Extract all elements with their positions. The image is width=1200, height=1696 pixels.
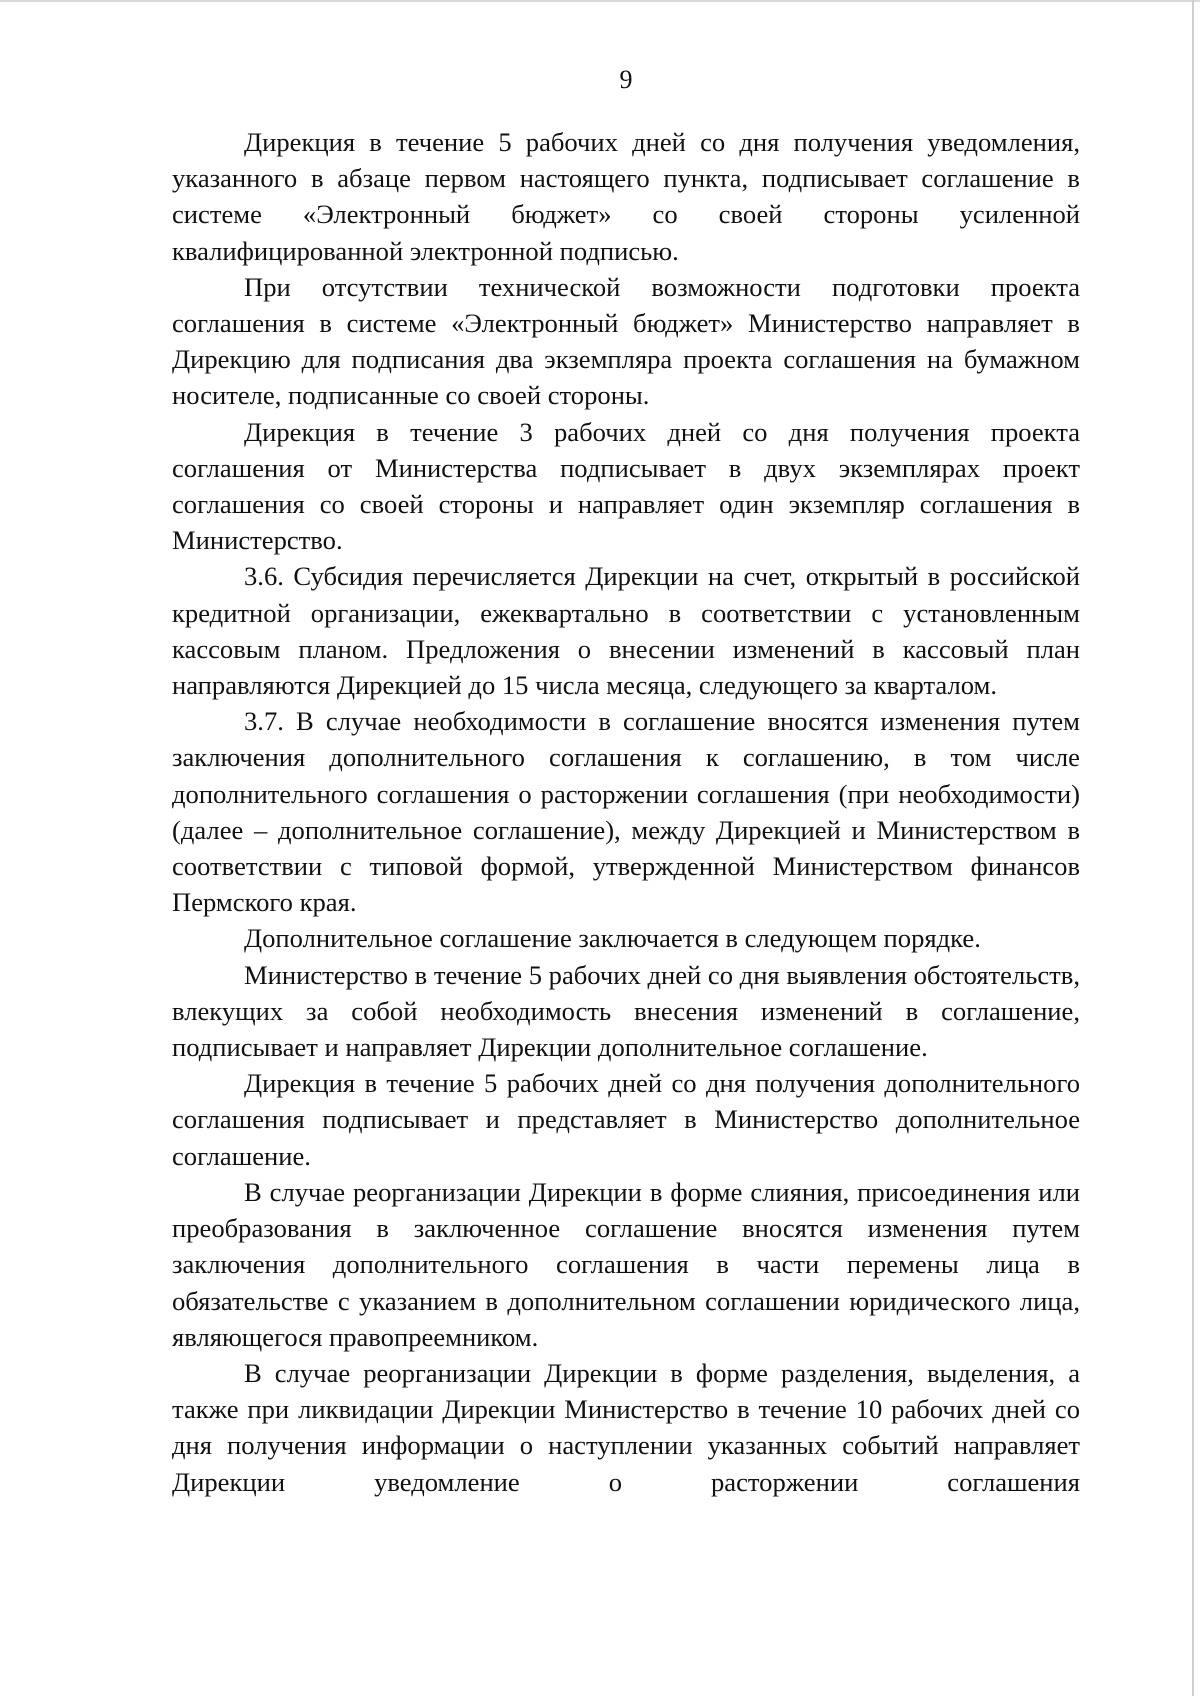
paragraph-6: Дополнительное соглашение заключается в следующем порядке.: [244, 923, 981, 954]
page-number: 9: [619, 65, 633, 94]
scan-edge-top: [0, 0, 1200, 2]
paragraph-3-7: 3.7. В случае необходимости в соглашение вносятся изменения путем заключения дополнительного соглашения к соглашению, в том числе дополнительного соглашения о расторжении соглашения (при необходимости) (далее – дополнительное соглашение), между Дирекцией и Министерством в соответствии с типовой формой, утвержденной Министерством финансов Пермского края.: [172, 706, 1080, 918]
paragraph-2: При отсутствии технической возможности подготовки проекта соглашения в системе «Электронный бюджет» Министерство направляет в Дирекцию для подписания два экземпляра проекта соглашения на бумажном носителе, подписанные со своей стороны.: [172, 271, 1080, 411]
paragraph-10: В случае реорганизации Дирекции в форме разделения, выделения, а также при ликвидации Дирекции Министерство в течение 10 рабочих дней со дня получения информации о наступлении указанных событий направляет Дирекции уведомление о расторжении соглашения: [172, 1357, 1080, 1497]
document-body: [172, 124, 1080, 1500]
paragraph-7: Министерство в течение 5 рабочих дней со дня выявления обстоятельств, влекущих за собой необходимость внесения изменений в соглашение, подписывает и направляет Дирекции дополнительное соглашение.: [172, 959, 1080, 1063]
scan-edge-right: [1192, 0, 1194, 1696]
paragraph-3-6: 3.6. Субсидия перечисляется Дирекции на счет, открытый в российской кредитной организации, ежеквартально в соответствии с установленным кассовым планом. Предложения о внесении изменений в кассовый план направляются Дирекцией до 15 числа месяца, следующего за кварталом.: [172, 561, 1080, 701]
paragraph-1: Дирекция в течение 5 рабочих дней со дня получения уведомления, указанного в абзаце первом настоящего пункта, подписывает соглашение в системе «Электронный бюджет» со своей стороны усиленной квалифицированной электронной подписью.: [172, 127, 1080, 266]
paragraph-9: В случае реорганизации Дирекции в форме слияния, присоединения или преобразования в заключенное соглашение вносятся изменения путем заключения дополнительного соглашения в части перемены лица в обязательстве с указанием в дополнительном соглашении юридического лица, являющегося правопреемником.: [172, 1176, 1080, 1352]
paragraph-3: Дирекция в течение 3 рабочих дней со дня получения проекта соглашения от Министерства подписывает в двух экземплярах проект соглашения со своей стороны и направляет один экземпляр соглашения в Министерство.: [172, 416, 1080, 556]
paragraph-8: Дирекция в течение 5 рабочих дней со дня получения дополнительного соглашения подписывает и представляет в Министерство дополнительное соглашение.: [172, 1068, 1080, 1171]
